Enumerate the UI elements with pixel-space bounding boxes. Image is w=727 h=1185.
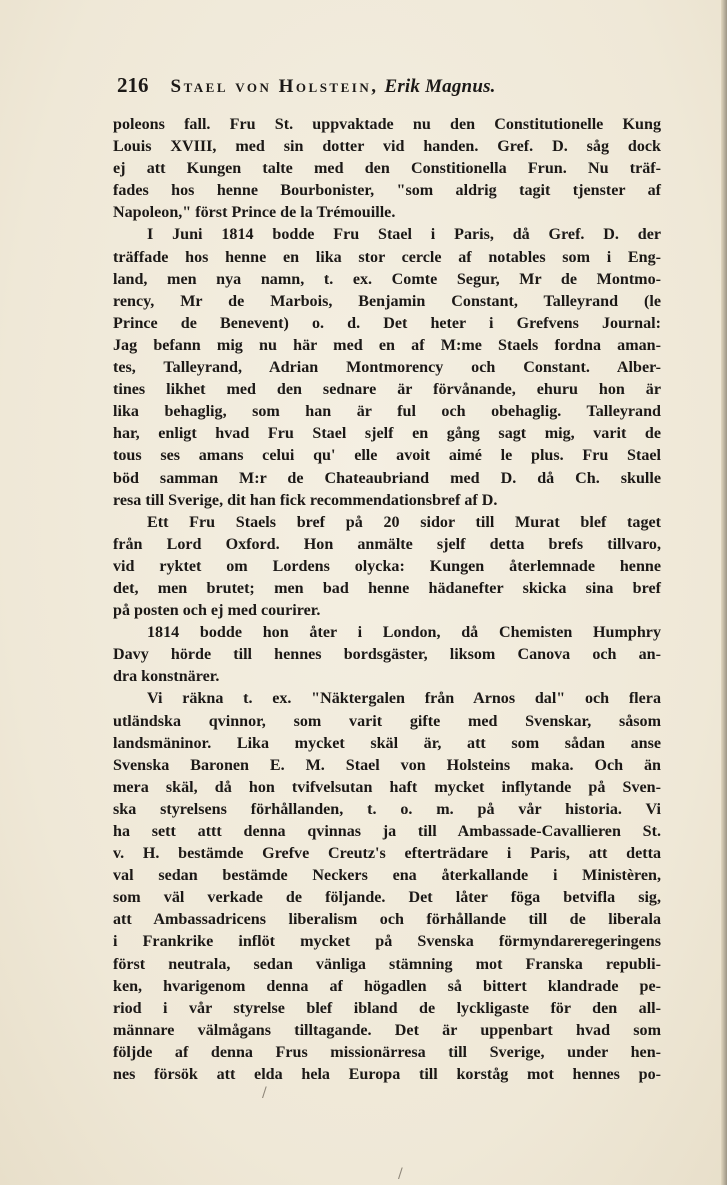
text-line: mera skäl, då hon tvifvelsutan haft mycket inflytande på Sven- <box>113 778 661 796</box>
text-line: rency, Mr de Marbois, Benjamin Constant, Talleyrand (le <box>113 292 661 310</box>
text-line: tines likhet med den sednare är förvånande, ehuru hon är <box>113 381 661 399</box>
page-header <box>117 70 667 100</box>
text-line: tes, Talleyrand, Adrian Montmorency och Constant. Alber- <box>113 359 661 377</box>
text-line: i Frankrike inflöt mycket på Svenska förmyndareregeringens <box>113 933 661 951</box>
text-line: dra konstnärer. <box>113 668 220 686</box>
text-line: v. H. bestämde Grefve Creutz's efterträdare i Paris, att detta <box>113 845 661 863</box>
text-line: att Ambassadricens liberalism och förhållande till de liberala <box>113 911 661 929</box>
text-line: fades hos henne Bourbonister, "som aldrig tagit tjenster af <box>113 182 661 200</box>
running-head-italic: Erik Magnus. <box>384 76 496 97</box>
page-edge <box>721 0 727 1185</box>
ink-speck: / <box>262 1085 267 1101</box>
text-line: ha sett attt denna qvinnas ja till Ambassade-Cavallieren St. <box>113 823 661 840</box>
text-line: ken, hvarigenom denna af högadlen så bittert klandrade pe- <box>113 977 661 995</box>
text-line: först neutrala, sedan vänliga stämning mot Franska republi- <box>113 955 661 973</box>
text-line: utländska qvinnor, som varit gifte med Svenskar, såsom <box>113 712 661 730</box>
text-line: riod i vår styrelse blef ibland de lyckligaste för den all- <box>113 999 661 1017</box>
text-line: 1814 bodde hon åter i London, då Chemisten Humphry <box>147 624 661 642</box>
text-line: nes försök att elda hela Europa till korståg mot hennes po- <box>113 1066 661 1084</box>
text-line: lika behaglig, som han är ful och obehaglig. Talleyrand <box>113 403 661 421</box>
running-head: Stael von Holstein, <box>170 76 379 97</box>
text-line: tous ses amans celui qu' elle avoit aimé le plus. Fru Stael <box>113 447 661 465</box>
text-line: val sedan bestämde Neckers ena återkallande i Ministèren, <box>113 867 661 885</box>
text-line: I Juni 1814 bodde Fru Stael i Paris, då Gref. D. der <box>147 226 661 244</box>
text-line: Davy hörde till hennes bordsgäster, liksom Canova och an- <box>113 646 661 664</box>
text-line: Svenska Baronen E. M. Stael von Holsteins maka. Och än <box>113 756 661 774</box>
text-line: Louis XVIII, med sin dotter vid handen. Gref. D. såg dock <box>113 138 661 156</box>
text-line: ska styrelsens förhållanden, t. o. m. på vår historia. Vi <box>113 800 661 818</box>
text-line: männare välmågans tilltagande. Det är uppenbart hvad som <box>113 1021 661 1039</box>
text-line: Ett Fru Staels bref på 20 sidor till Murat blef taget <box>147 513 661 531</box>
body-text <box>113 114 661 1086</box>
text-line: Vi räkna t. ex. "Näktergalen från Arnos dal" och flera <box>147 690 661 708</box>
text-line: landsmäninor. Lika mycket skäl är, att som sådan anse <box>113 734 661 752</box>
text-line: det, men brutet; men bad henne hädanefter skicka sina bref <box>113 579 661 597</box>
text-line: land, men nya namn, t. ex. Comte Segur, Mr de Montmo- <box>113 270 661 288</box>
text-line: böd samman M:r de Chateaubriand med D. då Ch. skulle <box>113 469 661 487</box>
text-line: har, enligt hvad Fru Stael sjelf en gång sagt mig, varit de <box>113 425 661 443</box>
text-line: följde af denna Frus missionärresa till Sverige, under hen- <box>113 1043 661 1061</box>
text-line: vid ryktet om Lordens olycka: Kungen återlemnade henne <box>113 557 661 575</box>
page-number: 216 <box>117 73 149 97</box>
ink-speck: / <box>398 1166 403 1182</box>
text-line: ej att Kungen talte med den Constitionella Frun. Nu träf- <box>113 160 661 178</box>
text-line: Napoleon," först Prince de la Trémouille. <box>113 204 396 222</box>
text-line: Prince de Benevent) o. d. Det heter i Grefvens Journal: <box>113 314 661 332</box>
text-line: poleons fall. Fru St. uppvaktade nu den Constitutionelle Kung <box>113 116 661 133</box>
text-line: som väl verkade de följande. Det låter föga betvifla sig, <box>113 889 661 907</box>
text-line: Jag befann mig nu här med en af M:me Staels fordna aman- <box>113 336 661 354</box>
text-line: resa till Sverige, dit han fick recommendationsbref af D. <box>113 491 498 509</box>
text-line: på posten och ej med courirer. <box>113 602 321 620</box>
text-line: från Lord Oxford. Hon anmälte sjelf detta brefs tillvaro, <box>113 535 661 553</box>
text-line: träffade hos henne en lika stor cercle af notables som i Eng- <box>113 248 661 266</box>
